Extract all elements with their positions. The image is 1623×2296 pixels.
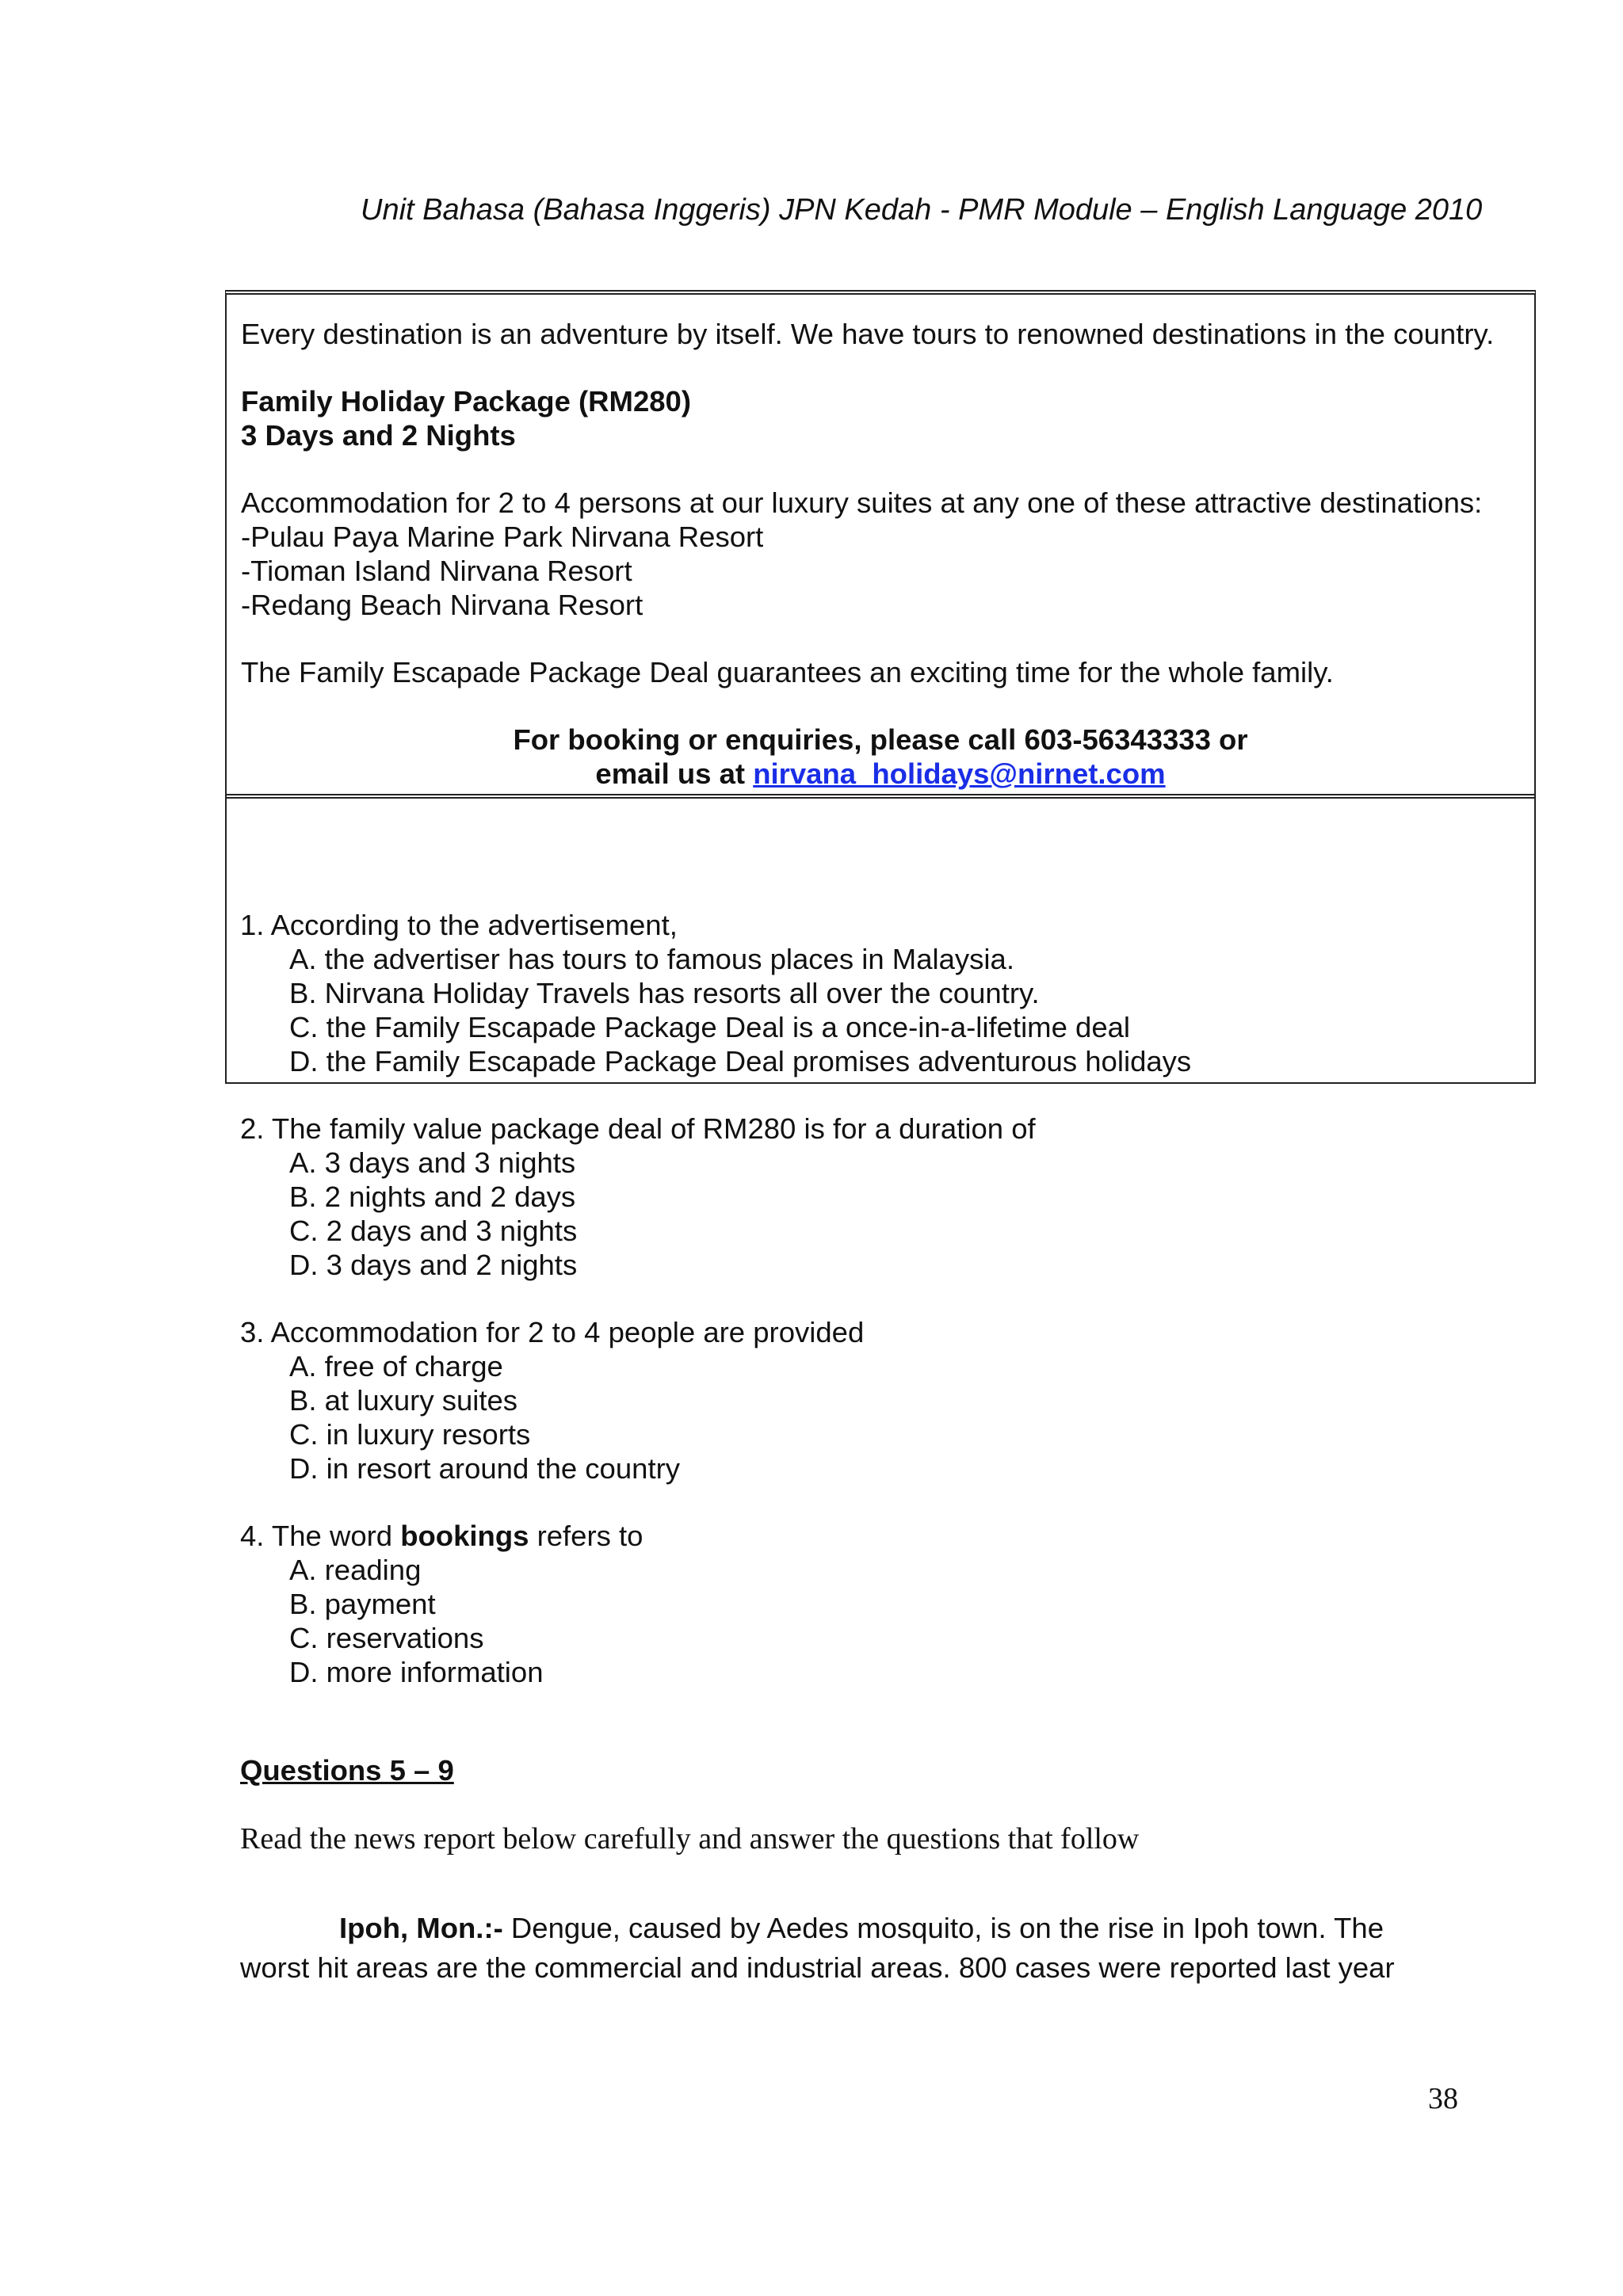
email-link[interactable]: nirvana_holidays@nirnet.com [753, 757, 1166, 790]
question-4-option-b: B. payment [289, 1588, 436, 1620]
ad-destination: -Redang Beach Nirvana Resort [241, 589, 643, 621]
question-4-option-a: A. reading [289, 1554, 422, 1586]
question-3-option-d: D. in resort around the country [289, 1452, 680, 1485]
ad-contact-prefix: email us at [595, 757, 754, 790]
ad-destination: -Pulau Paya Marine Park Nirvana Resort [241, 521, 764, 553]
ad-package-duration: 3 Days and 2 Nights [241, 419, 516, 452]
question-3-option-a: A. free of charge [289, 1350, 503, 1383]
news-text: Dengue, caused by Aedes mosquito, is on the rise in Ipoh town. The [502, 1912, 1384, 1944]
question-2-option-a: A. 3 days and 3 nights [289, 1146, 576, 1179]
question-4-keyword: bookings [400, 1520, 529, 1552]
question-3-stem: 3. Accommodation for 2 to 4 people are provided [240, 1316, 865, 1348]
question-2-option-c: C. 2 days and 3 nights [289, 1215, 578, 1247]
ad-intro: Every destination is an adventure by itself. We have tours to renowned destinations in the country. [241, 318, 1495, 350]
question-3-option-b: B. at luxury suites [289, 1384, 518, 1417]
question-1-stem: 1. According to the advertisement, [240, 909, 678, 941]
ad-accommodation: Accommodation for 2 to 4 persons at our luxury suites at any one of these attractive destinations: [241, 486, 1483, 519]
question-4-stem [240, 1519, 643, 1553]
page-header: Unit Bahasa (Bahasa Inggeris) JPN Kedah - PMR Module – English Language 2010 [361, 193, 1483, 227]
ad-package-title: Family Holiday Package (RM280) [241, 385, 691, 418]
section-heading: Questions 5 – 9 [240, 1754, 454, 1787]
question-2-option-b: B. 2 nights and 2 days [289, 1180, 576, 1213]
question-4-stem-prefix: 4. The word [240, 1520, 401, 1552]
question-1-option-a: A. the advertiser has tours to famous places in Malaysia. [289, 943, 1014, 975]
question-1-option-c: C. the Family Escapade Package Deal is a once-in-a-lifetime deal [289, 1011, 1131, 1043]
ad-divider [227, 794, 1534, 799]
section-instruction: Read the news report below carefully and answer the questions that follow [240, 1822, 1140, 1855]
news-report-line-1 [339, 1911, 1384, 1945]
question-1-option-b: B. Nirvana Holiday Travels has resorts all over the country. [289, 977, 1040, 1009]
page-number: 38 [1428, 2082, 1458, 2115]
news-report-line-2: worst hit areas are the commercial and industrial areas. 800 cases were reported last year [240, 1951, 1395, 1984]
question-2-option-d: D. 3 days and 2 nights [289, 1249, 578, 1281]
question-3-option-c: C. in luxury resorts [289, 1418, 531, 1451]
question-4-option-c: C. reservations [289, 1622, 484, 1654]
ad-contact-email-line [227, 757, 1534, 791]
ad-tagline: The Family Escapade Package Deal guarantees an exciting time for the whole family. [241, 656, 1334, 688]
news-dateline: Ipoh, Mon.:- [339, 1912, 503, 1944]
question-4-stem-suffix: refers to [529, 1520, 643, 1552]
ad-contact-phone: For booking or enquiries, please call 603-56343333 or [513, 723, 1248, 756]
question-4-option-d: D. more information [289, 1656, 544, 1688]
ad-destination: -Tioman Island Nirvana Resort [241, 555, 632, 587]
question-1-option-d: D. the Family Escapade Package Deal promises adventurous holidays [289, 1045, 1192, 1077]
question-2-stem: 2. The family value package deal of RM280 is for a duration of [240, 1112, 1036, 1145]
